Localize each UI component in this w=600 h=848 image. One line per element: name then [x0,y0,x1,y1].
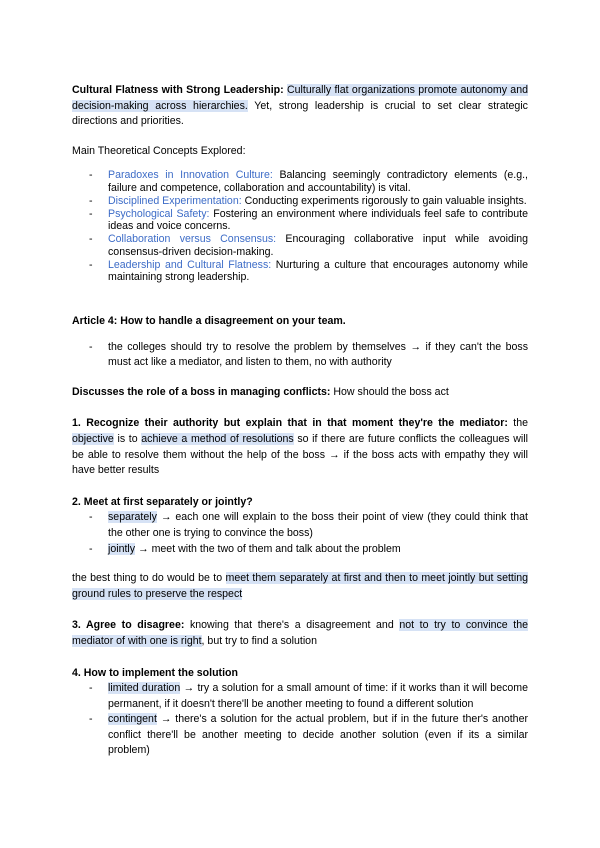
concept-text: Balancing seemingly contradictory elements (e.g., failure and competence, collaboration and accountability) is vital. [108,169,528,194]
list-item [108,712,528,759]
concept-term: Disciplined Experimentation: [108,194,242,207]
point4-title-text: 4. How to implement the solution [72,666,238,679]
point3-text: , but try to find a solution [201,634,317,647]
point2-title [72,495,528,511]
solution-term: contingent [108,713,157,726]
article-title-text: Article 4: How to handle a disagreement on your team. [72,315,346,327]
list-item [108,681,528,712]
intro-paragraph [72,83,528,130]
option-term: jointly [108,542,136,555]
list-item [108,542,528,558]
list-item [108,208,528,233]
point3-text: knowing that there's a disagreement and [189,619,394,632]
concept-term: Paradoxes in Innovation Culture: [108,169,273,182]
point2-list [72,510,528,557]
article-list [72,340,528,371]
list-item [108,233,528,258]
point2-title-text: 2. Meet at first separately or jointly? [72,495,253,508]
arrow: → [138,542,149,555]
concept-term: Psychological Safety: [108,207,210,220]
point3-paragraph [72,618,528,649]
concept-text: Fostering an environment where individuals feel safe to contribute ideas and voice concerns. [108,207,529,233]
document-page [72,83,528,759]
concept-term: Leadership and Cultural Flatness: [108,258,272,271]
intro-text: Yet, strong leadership is crucial to set clear strategic directions and priorities. [72,99,528,128]
concepts-list [72,169,528,283]
concepts-heading: Main Theoretical Concepts Explored: [72,144,246,157]
option-text: meet with the two of them and talk about the problem [151,542,401,555]
point4-list [72,681,528,759]
article-title [72,314,528,330]
intro-highlight: Culturally flat organizations promote autonomy and decision-making across hierarchies. [72,84,528,112]
conclusion-highlight: meet them separately at first and then to meet jointly but setting ground rules to preserve the respect [72,572,528,600]
concept-term: Collaboration versus Consensus: [108,233,277,246]
boss-role-text: How should the boss act [333,385,449,398]
list-item [108,195,528,207]
conclusion-text: the best thing to do would be to [72,572,223,585]
arrow: → [160,511,172,524]
point3-highlight: not to try to convince the mediator of with one is right [72,619,529,647]
point1-highlight: achieve a method of resolutions [141,432,294,445]
solution-text: → there's a solution for the actual problem, but if in the future ther's another conflict there'll be another meeting to decide another solution (even if its a similar problem) [108,713,528,757]
point1-text: is to [117,432,138,445]
concept-text: Conducting experiments rigorously to gain valuable insights. [244,194,527,207]
list-item [108,510,528,541]
solution-text: → try a solution for a small amount of time: if it works than it will become permanent, if it doesn't there'll be another meeting to found a different solution [108,682,528,710]
concept-text: Nurturing a culture that encourages autonomy while maintaining strong leadership. [108,258,528,283]
option-text: each one will explain to the boss their point of view (they could think that the other one is trying to convince the boss) [108,511,528,539]
solution-term: limited duration [108,682,181,695]
concept-text: Encouraging collaborative input while avoiding consensus-driven decision-making. [108,233,528,258]
intro-title: Cultural Flatness with Strong Leadership: [72,84,284,96]
point2-conclusion [72,571,528,602]
point1-paragraph [72,416,528,478]
boss-role-title: Discusses the role of a boss in managing conflicts: [72,385,331,398]
point1-text: so if there are future conflicts the colleagues will be able to resolve them without the help of the boss → if the boss acts with empathy they will have better results [72,432,528,477]
point4-title [72,666,528,682]
list-item [108,259,528,284]
option-term: separately [108,511,157,524]
point3-title: 3. Agree to disagree: [72,619,185,632]
point1-highlight: objective [72,432,114,445]
list-item [108,169,528,194]
point1-text: the [513,417,528,430]
point1-title: 1. Recognize their authority but explain that in that moment they're the mediator: [72,417,508,430]
boss-role-paragraph [72,385,528,401]
list-item: - the colleges should try to resolve the problem by themselves → if they can't the boss must act like a mediator, and listen to them, no with authority [108,340,528,371]
